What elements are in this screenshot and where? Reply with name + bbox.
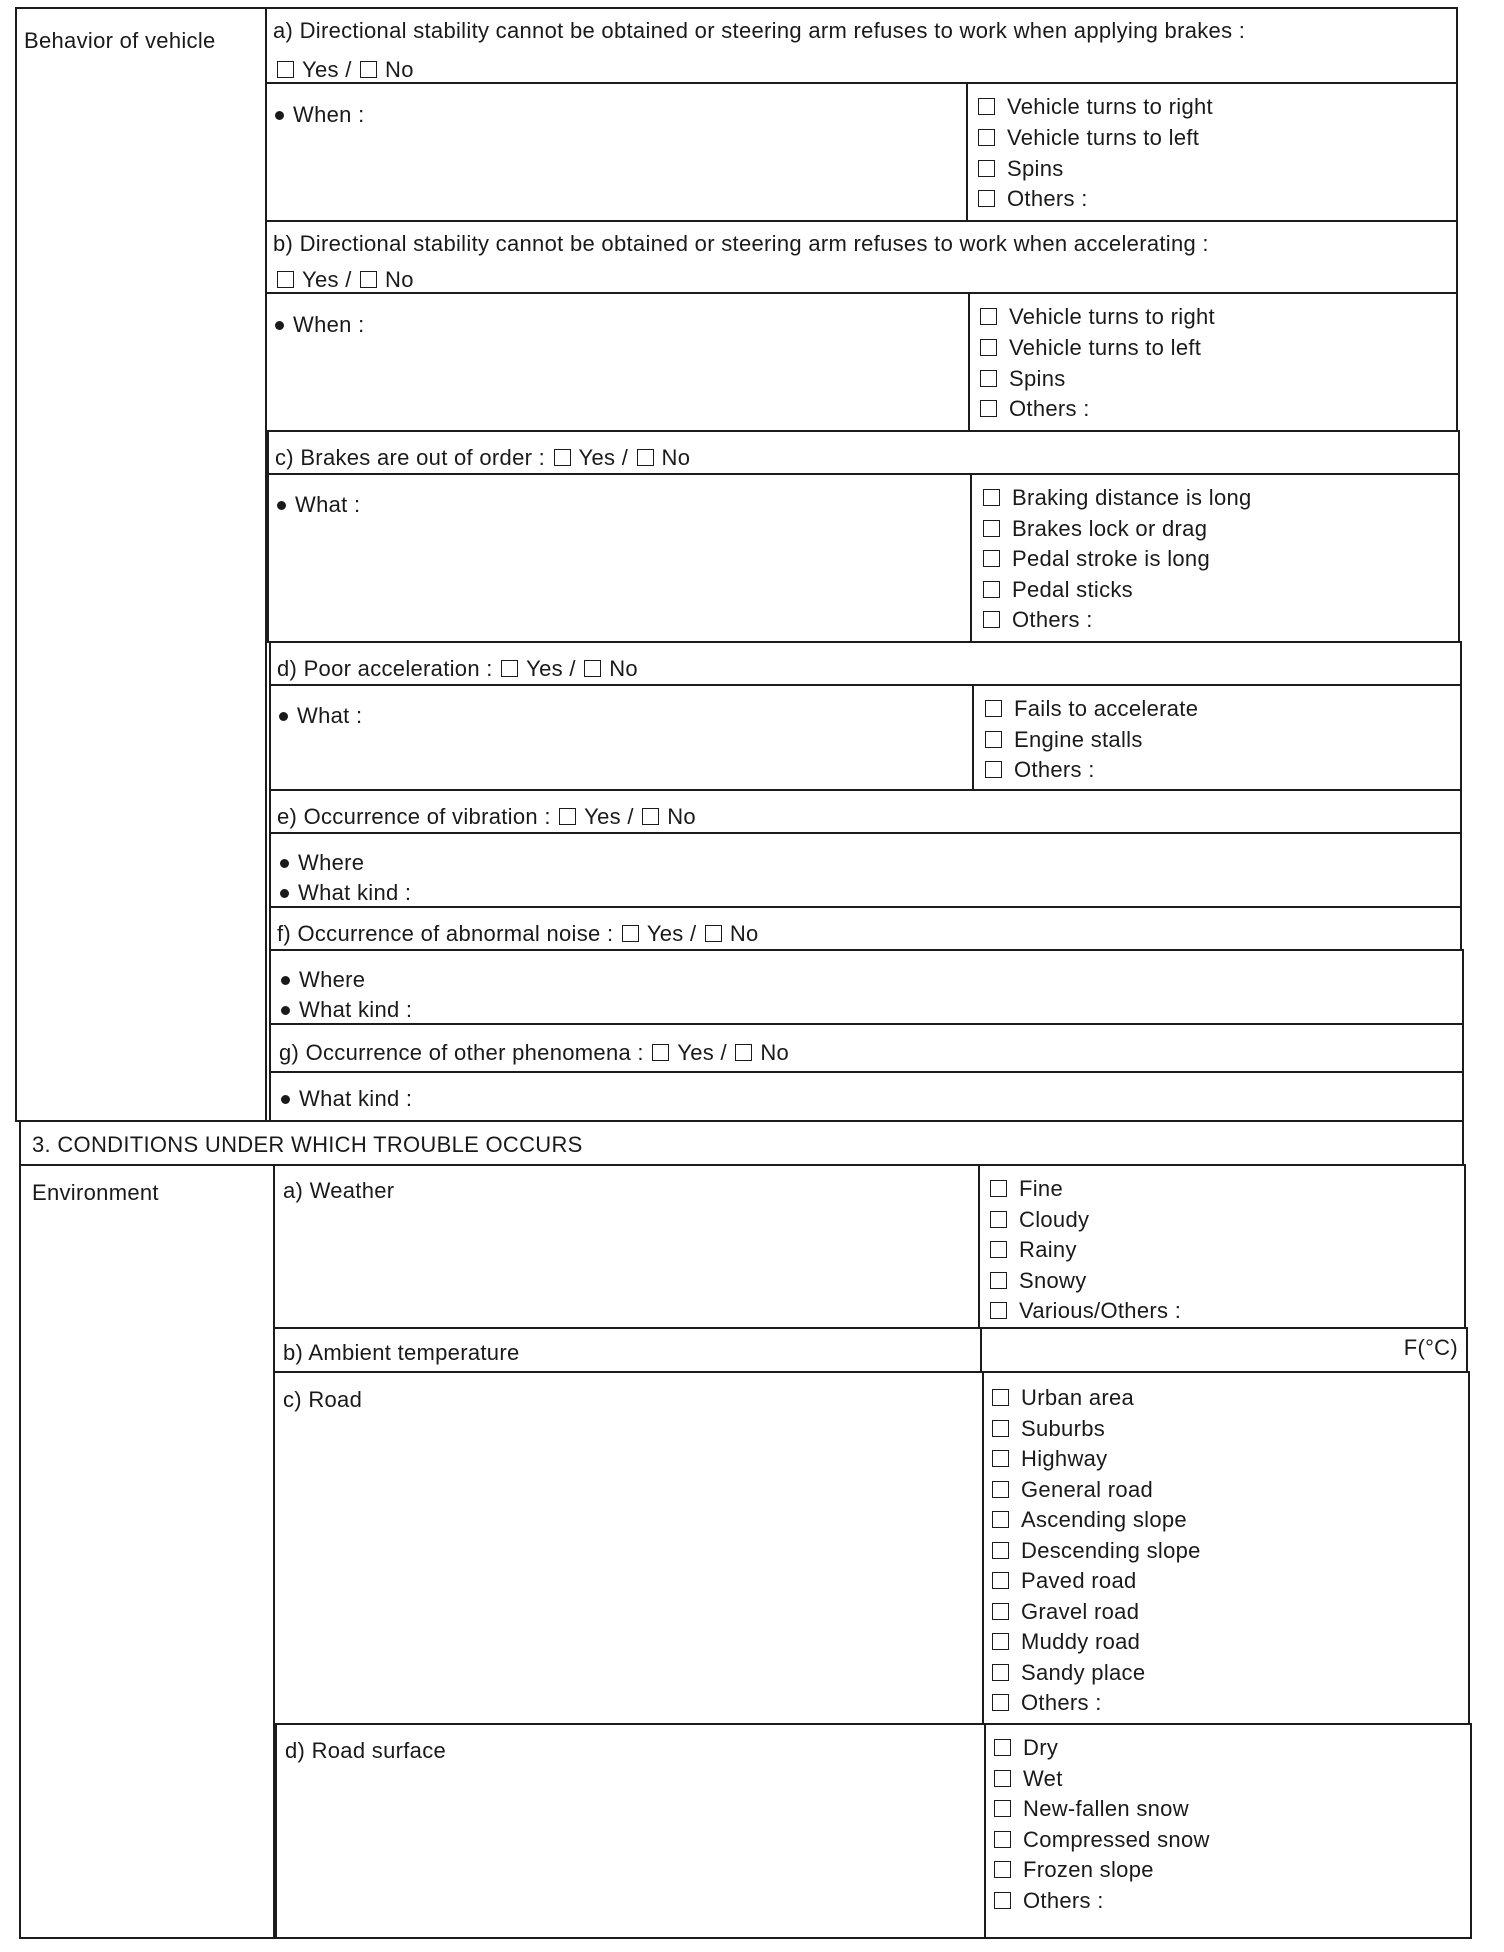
option-turns-left[interactable]: [980, 333, 1201, 363]
no-checkbox[interactable]: [735, 1044, 752, 1061]
checkbox[interactable]: [983, 550, 1000, 567]
yes-label: Yes: [578, 445, 616, 470]
option-label: Pedal stroke is long: [1012, 546, 1210, 571]
option-snowy[interactable]: [990, 1266, 1087, 1296]
option-gravel-road[interactable]: [992, 1597, 1139, 1627]
option-label: Compressed snow: [1023, 1827, 1210, 1852]
what-label: What :: [295, 492, 361, 517]
option-highway[interactable]: [992, 1444, 1107, 1474]
option-label: Others :: [1007, 186, 1088, 211]
option-label: Various/Others :: [1019, 1298, 1182, 1323]
bullet-icon: [275, 321, 284, 330]
option-label: Spins: [1009, 366, 1066, 391]
option-spins[interactable]: [978, 154, 1064, 184]
checkbox[interactable]: [990, 1211, 1007, 1228]
option-label: Paved road: [1021, 1568, 1137, 1593]
option-label: Vehicle turns to left: [1007, 125, 1200, 150]
road-label-cell: [273, 1371, 984, 1725]
question-e-where: [280, 848, 364, 878]
option-label: Pedal sticks: [1012, 577, 1133, 602]
no-label: No: [729, 921, 759, 946]
question-e-text: e) Occurrence of vibration : Yes / No: [277, 804, 696, 829]
question-b-when: [275, 310, 365, 340]
checkbox[interactable]: [978, 190, 995, 207]
question-g-text: g) Occurrence of other phenomena : Yes / No: [279, 1040, 790, 1065]
question-b-text: b) Directional stability cannot be obtained or steering arm refuses to work when accelerating :: [273, 231, 1209, 256]
option-label: Vehicle turns to left: [1009, 335, 1202, 360]
option-label: Rainy: [1019, 1237, 1077, 1262]
question-d-what-cell: [269, 684, 974, 791]
no-checkbox[interactable]: [705, 925, 722, 942]
checkbox[interactable]: [990, 1241, 1007, 1258]
option-label: Cloudy: [1019, 1207, 1090, 1232]
option-label: Fails to accelerate: [1014, 696, 1199, 721]
yes-checkbox[interactable]: [501, 660, 518, 677]
question-e-what-kind: [280, 878, 411, 908]
option-sandy-place[interactable]: [992, 1658, 1145, 1688]
option-label: Snowy: [1019, 1268, 1087, 1293]
environment-label-cell: [19, 1164, 275, 1939]
checkbox[interactable]: [990, 1272, 1007, 1289]
option-label: Brakes lock or drag: [1012, 516, 1208, 541]
checkbox[interactable]: [994, 1892, 1011, 1909]
option-fails-accelerate[interactable]: [985, 694, 1198, 724]
option-label: Others :: [1021, 1690, 1102, 1715]
option-label: Engine stalls: [1014, 727, 1143, 752]
question-g-detail-cell: [269, 1071, 1464, 1122]
no-label: No: [760, 1040, 790, 1065]
option-label: Frozen slope: [1023, 1857, 1154, 1882]
option-label: Others :: [1009, 396, 1090, 421]
option-label: Others :: [1023, 1888, 1104, 1913]
option-others[interactable]: [992, 1688, 1102, 1718]
checkbox[interactable]: [983, 581, 1000, 598]
what-label: What :: [297, 703, 363, 728]
question-a-yes-no: Yes / No: [275, 55, 414, 85]
when-label: When :: [293, 312, 365, 337]
question-f-text: f) Occurrence of abnormal noise : Yes / No: [277, 921, 759, 946]
option-turns-right[interactable]: [978, 92, 1213, 122]
option-label: Spins: [1007, 156, 1064, 181]
where-label: Where: [299, 967, 366, 992]
question-label: f) Occurrence of abnormal noise :: [277, 921, 614, 946]
checkbox[interactable]: [980, 339, 997, 356]
option-label: Descending slope: [1021, 1538, 1201, 1563]
option-muddy-road[interactable]: [992, 1627, 1140, 1657]
checkbox[interactable]: [978, 129, 995, 146]
checkbox[interactable]: [992, 1450, 1009, 1467]
checkbox[interactable]: [994, 1739, 1011, 1756]
what-kind-label: What kind :: [299, 997, 413, 1022]
checkbox[interactable]: [985, 731, 1002, 748]
question-label: e) Occurrence of vibration :: [277, 804, 551, 829]
option-fine[interactable]: [990, 1174, 1063, 1204]
section-3-title: 3. CONDITIONS UNDER WHICH TROUBLE OCCURS: [32, 1132, 583, 1157]
behavior-label: Behavior of vehicle: [24, 28, 216, 53]
option-new-fallen-snow[interactable]: [994, 1794, 1189, 1824]
option-label: Others :: [1012, 607, 1093, 632]
option-dry[interactable]: [994, 1733, 1058, 1763]
checkbox[interactable]: [992, 1420, 1009, 1437]
question-b-when-cell: [265, 292, 970, 432]
option-descending-slope[interactable]: [992, 1536, 1201, 1566]
bullet-icon: [280, 889, 289, 898]
yes-checkbox[interactable]: [559, 808, 576, 825]
no-checkbox[interactable]: [642, 808, 659, 825]
question-g-what-kind: [281, 1084, 412, 1114]
option-label: New-fallen snow: [1023, 1796, 1189, 1821]
yes-label: Yes: [302, 267, 339, 292]
option-engine-stalls[interactable]: [985, 725, 1143, 755]
checkbox[interactable]: [992, 1389, 1009, 1406]
option-cloudy[interactable]: [990, 1205, 1089, 1235]
checkbox[interactable]: [992, 1664, 1009, 1681]
question-a-when: [275, 100, 365, 130]
option-others[interactable]: [983, 605, 1093, 635]
checkbox[interactable]: [990, 1180, 1007, 1197]
yes-label: Yes: [302, 57, 339, 82]
option-label: Sandy place: [1021, 1660, 1146, 1685]
option-frozen-slope[interactable]: [994, 1855, 1154, 1885]
environment-label: Environment: [32, 1180, 159, 1205]
option-compressed-snow[interactable]: [994, 1825, 1210, 1855]
yes-label: Yes: [584, 804, 621, 829]
option-label: Others :: [1014, 757, 1095, 782]
bullet-icon: [279, 712, 288, 721]
no-label: No: [667, 804, 696, 829]
no-checkbox[interactable]: [584, 660, 601, 677]
option-label: Gravel road: [1021, 1599, 1140, 1624]
yes-checkbox[interactable]: [652, 1044, 669, 1061]
option-urban-area[interactable]: [992, 1383, 1134, 1413]
yes-label: Yes: [526, 656, 563, 681]
checkbox[interactable]: [983, 489, 1000, 506]
no-label: No: [385, 267, 414, 292]
checkbox[interactable]: [980, 370, 997, 387]
question-a-when-cell: [265, 82, 968, 222]
road-surface-label: d) Road surface: [285, 1738, 447, 1763]
option-label: Vehicle turns to right: [1007, 94, 1213, 119]
what-kind-label: What kind :: [299, 1086, 413, 1111]
question-b-yes-no: Yes / No: [275, 265, 414, 295]
bullet-icon: [280, 859, 289, 868]
where-label: Where: [298, 850, 365, 875]
option-others[interactable]: [978, 184, 1088, 214]
checkbox[interactable]: [992, 1694, 1009, 1711]
option-paved-road[interactable]: [992, 1566, 1137, 1596]
road-label: c) Road: [283, 1387, 363, 1412]
question-f-what-kind: [281, 995, 412, 1025]
question-label: g) Occurrence of other phenomena :: [279, 1040, 644, 1065]
behavior-label-cell: [15, 7, 267, 1122]
what-kind-label: What kind :: [298, 880, 412, 905]
option-various-others[interactable]: [990, 1296, 1181, 1326]
checkbox[interactable]: [994, 1770, 1011, 1787]
checkbox[interactable]: [985, 700, 1002, 717]
question-f-detail-cell: [269, 949, 1464, 1025]
option-label: Urban area: [1021, 1385, 1135, 1410]
yes-label: Yes: [646, 921, 684, 946]
yes-label: Yes: [677, 1040, 715, 1065]
question-d-text: d) Poor acceleration : Yes / No: [277, 656, 638, 681]
no-label: No: [609, 656, 638, 681]
checkbox[interactable]: [992, 1542, 1009, 1559]
checkbox[interactable]: [983, 611, 1000, 628]
temperature-label: b) Ambient temperature: [283, 1340, 520, 1365]
no-label: No: [385, 57, 414, 82]
question-c-text: c) Brakes are out of order : Yes / No: [275, 445, 691, 470]
option-pedal-sticks[interactable]: [983, 575, 1133, 605]
bullet-icon: [281, 976, 290, 985]
checkbox[interactable]: [994, 1861, 1011, 1878]
checkbox[interactable]: [983, 520, 1000, 537]
question-a-text: a) Directional stability cannot be obtained or steering arm refuses to work when applying brakes :: [273, 18, 1246, 43]
no-label: No: [661, 445, 691, 470]
checkbox[interactable]: [994, 1831, 1011, 1848]
checkbox[interactable]: [992, 1633, 1009, 1650]
checkbox[interactable]: [980, 400, 997, 417]
checkbox[interactable]: [985, 761, 1002, 778]
option-label: Highway: [1021, 1446, 1108, 1471]
option-label: General road: [1021, 1477, 1154, 1502]
option-label: Ascending slope: [1021, 1507, 1187, 1532]
question-e-detail-cell: [269, 832, 1462, 908]
yes-checkbox[interactable]: [277, 271, 294, 288]
option-ascending-slope[interactable]: [992, 1505, 1187, 1535]
bullet-icon: [281, 1095, 290, 1104]
checkbox[interactable]: [992, 1511, 1009, 1528]
checkbox[interactable]: [992, 1481, 1009, 1498]
option-wet[interactable]: [994, 1764, 1063, 1794]
option-brakes-lock[interactable]: [983, 514, 1207, 544]
checkbox[interactable]: [978, 98, 995, 115]
option-rainy[interactable]: [990, 1235, 1077, 1265]
weather-label: a) Weather: [283, 1178, 395, 1203]
question-label: d) Poor acceleration :: [277, 656, 493, 681]
checkbox[interactable]: [994, 1800, 1011, 1817]
checkbox[interactable]: [992, 1603, 1009, 1620]
checkbox[interactable]: [980, 308, 997, 325]
option-label: Wet: [1023, 1766, 1063, 1791]
option-label: Suburbs: [1021, 1416, 1106, 1441]
option-turns-left[interactable]: [978, 123, 1199, 153]
checkbox[interactable]: [992, 1572, 1009, 1589]
question-label: c) Brakes are out of order :: [275, 445, 546, 470]
option-label: Fine: [1019, 1176, 1063, 1201]
temperature-unit: F(°C): [1403, 1335, 1458, 1360]
option-label: Braking distance is long: [1012, 485, 1252, 510]
question-c-what-cell: [267, 473, 972, 643]
option-braking-distance[interactable]: [983, 483, 1252, 513]
yes-checkbox[interactable]: [277, 61, 294, 78]
option-label: Vehicle turns to right: [1009, 304, 1215, 329]
no-checkbox[interactable]: [360, 61, 377, 78]
checkbox[interactable]: [990, 1302, 1007, 1319]
option-others[interactable]: [980, 394, 1090, 424]
option-pedal-stroke[interactable]: [983, 544, 1210, 574]
yes-checkbox[interactable]: [622, 925, 639, 942]
option-turns-right[interactable]: [980, 302, 1215, 332]
no-checkbox[interactable]: [637, 449, 654, 466]
bullet-icon: [275, 111, 284, 120]
option-spins[interactable]: [980, 364, 1066, 394]
question-d-what: [279, 701, 362, 731]
yes-checkbox[interactable]: [554, 449, 571, 466]
option-general-road[interactable]: [992, 1475, 1153, 1505]
option-others[interactable]: [994, 1886, 1104, 1916]
bullet-icon: [281, 1006, 290, 1015]
question-f-where: [281, 965, 365, 995]
option-suburbs[interactable]: [992, 1414, 1105, 1444]
option-label: Muddy road: [1021, 1629, 1141, 1654]
bullet-icon: [277, 501, 286, 510]
checkbox[interactable]: [978, 160, 995, 177]
no-checkbox[interactable]: [360, 271, 377, 288]
option-others[interactable]: [985, 755, 1095, 785]
option-label: Dry: [1023, 1735, 1059, 1760]
when-label: When :: [293, 102, 365, 127]
question-c-what: [277, 490, 360, 520]
